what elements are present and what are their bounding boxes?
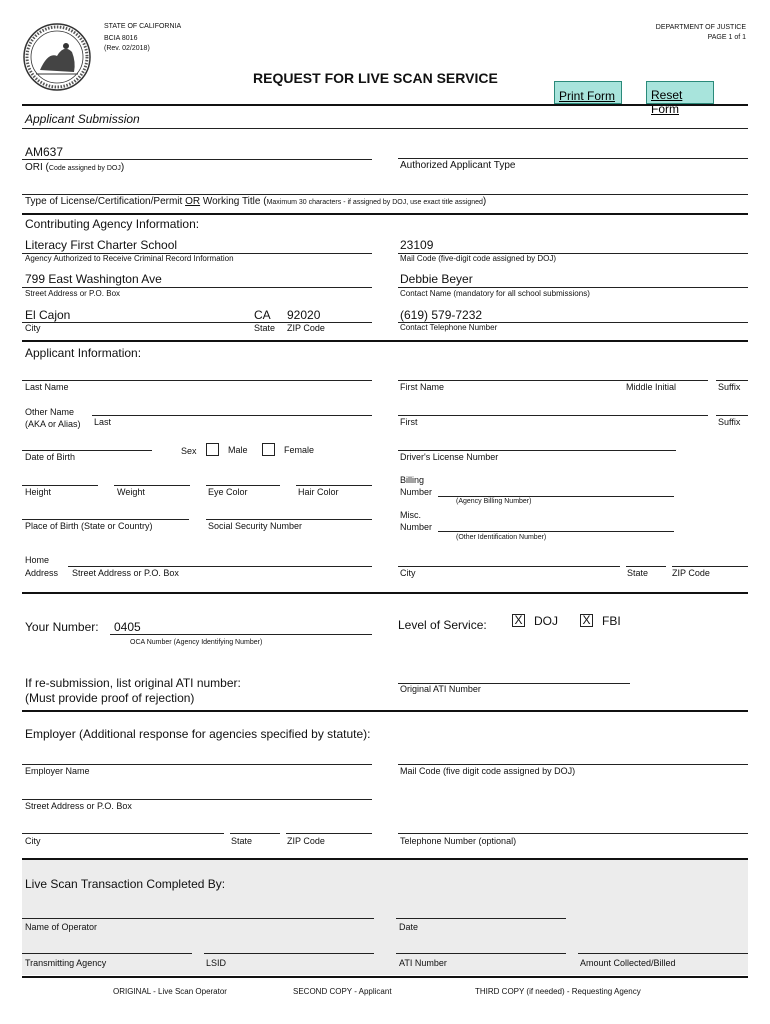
authorized-applicant-type-label: Authorized Applicant Type (400, 160, 516, 171)
form-code: BCIA 8016 (104, 35, 138, 42)
employer-street-label: Street Address or P.O. Box (25, 801, 132, 811)
proof-of-rejection-label: (Must provide proof of rejection) (25, 691, 195, 705)
home-label: Home (25, 555, 50, 565)
mail-code-label: Mail Code (five-digit code assigned by DOJ) (400, 254, 557, 263)
transmitting-agency-label: Transmitting Agency (25, 958, 107, 968)
agency-name-value[interactable]: Literacy First Charter School (25, 238, 178, 252)
ssn-label: Social Security Number (208, 521, 303, 531)
oca-number-label: OCA Number (Agency Identifying Number) (130, 639, 263, 646)
applicant-submission-heading: Applicant Submission (25, 112, 140, 126)
level-of-service-label: Level of Service: (398, 618, 487, 632)
state-label: State (254, 323, 276, 333)
fbi-checkbox[interactable]: X (580, 614, 593, 627)
footer-third-copy: THIRD COPY (if needed) - Requesting Agency (475, 987, 641, 996)
print-form-button[interactable]: Print Form (554, 81, 622, 104)
department-of-justice: DEPARTMENT OF JUSTICE (655, 24, 746, 31)
resubmission-label: If re-submission, list original ATI number: (25, 676, 241, 690)
amount-collected-label: Amount Collected/Billed (580, 958, 676, 968)
male-label: Male (228, 445, 248, 455)
weight-label: Weight (117, 487, 145, 497)
first-name-label: First Name (400, 382, 445, 392)
street-address-label: Street Address or P.O. Box (25, 289, 121, 298)
street-address-value[interactable]: 799 East Washington Ave (25, 272, 162, 286)
employer-mail-code-label: Mail Code (five digit code assigned by DOJ) (400, 766, 576, 776)
other-name-label: Other Name (25, 407, 75, 417)
dob-label: Date of Birth (25, 452, 76, 462)
agency-name-label: Agency Authorized to Receive Criminal Record Information (25, 254, 234, 263)
home-state-label: State (627, 568, 649, 578)
female-label: Female (284, 445, 315, 455)
contact-phone-label: Contact Telephone Number (400, 323, 498, 332)
ori-value[interactable]: AM637 (25, 145, 64, 159)
mail-code-value[interactable]: 23109 (400, 238, 434, 252)
home-street-label: Street Address or P.O. Box (72, 568, 179, 578)
contributing-agency-heading: Contributing Agency Information: (25, 217, 200, 231)
form-title: REQUEST FOR LIVE SCAN SERVICE (253, 70, 498, 86)
last-name-label: Last Name (25, 382, 69, 392)
drivers-license-label: Driver's License Number (400, 452, 499, 462)
applicant-info-heading: Applicant Information: (25, 346, 142, 360)
operator-name-label: Name of Operator (25, 922, 98, 932)
sex-label: Sex (181, 446, 197, 456)
aka-label: (AKA or Alias) (25, 419, 81, 429)
billing-number-label: Number (400, 487, 433, 497)
employer-heading: Employer (Additional response for agencies specified by statute): (25, 727, 371, 741)
home-zip-label: ZIP Code (672, 568, 710, 578)
original-ati-label: Original ATI Number (400, 684, 481, 694)
city-value[interactable]: El Cajon (25, 308, 71, 322)
doj-checkbox[interactable]: X (512, 614, 525, 627)
middle-initial-label: Middle Initial (626, 382, 677, 392)
transaction-heading: Live Scan Transaction Completed By: (25, 877, 226, 891)
address-label: Address (25, 568, 59, 578)
height-label: Height (25, 487, 52, 497)
hair-color-label: Hair Color (298, 487, 339, 497)
page-number: PAGE 1 of 1 (707, 34, 746, 41)
misc-small-label: (Other Identification Number) (456, 534, 547, 541)
employer-name-label: Employer Name (25, 766, 90, 776)
aka-suffix-label: Suffix (718, 417, 741, 427)
aka-first-label: First (400, 417, 418, 427)
billing-small-label: (Agency Billing Number) (456, 498, 532, 505)
footer-second-copy: SECOND COPY - Applicant (293, 987, 392, 996)
male-checkbox[interactable] (206, 443, 219, 456)
form-revision: (Rev. 02/2018) (104, 45, 150, 52)
home-city-label: City (400, 568, 416, 578)
female-checkbox[interactable] (262, 443, 275, 456)
billing-label: Billing (400, 475, 425, 485)
eye-color-label: Eye Color (208, 487, 248, 497)
footer-original: ORIGINAL - Live Scan Operator (113, 987, 227, 996)
contact-phone-value[interactable]: (619) 579-7232 (400, 308, 483, 322)
employer-state-label: State (231, 836, 253, 846)
employer-city-label: City (25, 836, 41, 846)
aka-last-label: Last (94, 417, 112, 427)
contact-name-label: Contact Name (mandatory for all school submissions) (400, 289, 590, 298)
place-of-birth-label: Place of Birth (State or Country) (25, 521, 153, 531)
ati-number-label: ATI Number (399, 958, 447, 968)
license-title-label: Type of License/Certification/Permit OR Working Title (Maximum 30 characters - if assigned by DOJ, use exact title assigned) (25, 196, 487, 207)
zip-value[interactable]: 92020 (287, 308, 321, 322)
state-value[interactable]: CA (254, 308, 271, 322)
your-number-label: Your Number: (25, 620, 99, 634)
lsid-label: LSID (206, 958, 227, 968)
city-label: City (25, 323, 41, 333)
california-seal-logo (22, 22, 92, 92)
ori-label: ORI (Code assigned by DOJ) (25, 162, 125, 173)
reset-form-button[interactable]: Reset Form (646, 81, 714, 104)
date-label: Date (399, 922, 419, 932)
doj-label: DOJ (534, 614, 558, 628)
fbi-label: FBI (602, 614, 621, 628)
misc-number-label: Number (400, 522, 433, 532)
state-of-california: STATE OF CALIFORNIA (104, 23, 182, 30)
contact-name-value[interactable]: Debbie Beyer (400, 272, 473, 286)
suffix-label: Suffix (718, 382, 741, 392)
misc-label: Misc. (400, 510, 421, 520)
employer-phone-label: Telephone Number (optional) (400, 836, 517, 846)
zip-label: ZIP Code (287, 323, 325, 333)
your-number-value[interactable]: 0405 (114, 620, 141, 634)
employer-zip-label: ZIP Code (287, 836, 325, 846)
